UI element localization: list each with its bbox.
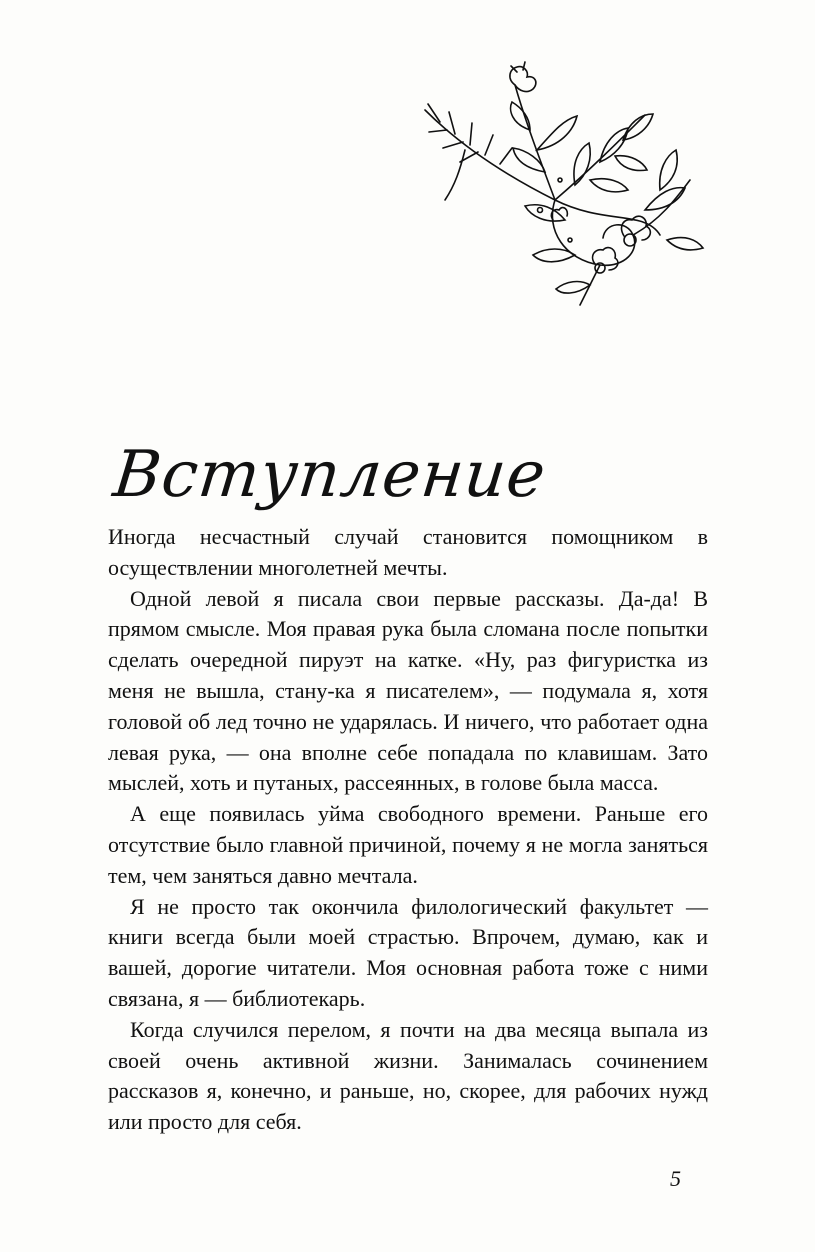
chapter-title: Вступление xyxy=(110,437,550,512)
paragraph: Одной левой я писала свои первые рассказы. Да-да! В прямом смысле. Моя правая рука была сломана после попытки сделать очередной пируэт на катке. «Ну, раз фигуристка из меня не вышла, стану-ка я писателем», — подумала я, хотя головой об лед точно не ударялась. И ничего, что работает одна левая рука, — она вполне себе попадала по клавишам. Зато мыслей, хоть и путаных, рассеянных, в голове была масса. xyxy=(108,585,708,796)
paragraph: А еще появилась уйма свободного времени. Раньше его отсутствие было главной причиной, почему я не могла заняться тем, чем заняться давно мечтала. xyxy=(108,801,708,888)
body-text xyxy=(108,522,708,1138)
paragraph: Когда случился перелом, я почти на два месяца выпала из своей очень активной жизни. Занималась сочинением рассказов я, конечно, и раньше, но, скорее, для рабочих нужд или просто для себя. xyxy=(108,1016,708,1135)
paragraph: Я не просто так окончила филологический факультет — книги всегда были моей страстью. Впрочем, думаю, как и вашей, дорогие читатели. Моя основная работа тоже с ними связана, я — библиотекарь. xyxy=(108,893,708,1011)
page-number: 5 xyxy=(670,1166,681,1191)
paragraph: Иногда несчастный случай становится помощником в осуществлении многолетней мечты. xyxy=(108,524,708,580)
floral-branch-icon xyxy=(405,60,705,310)
